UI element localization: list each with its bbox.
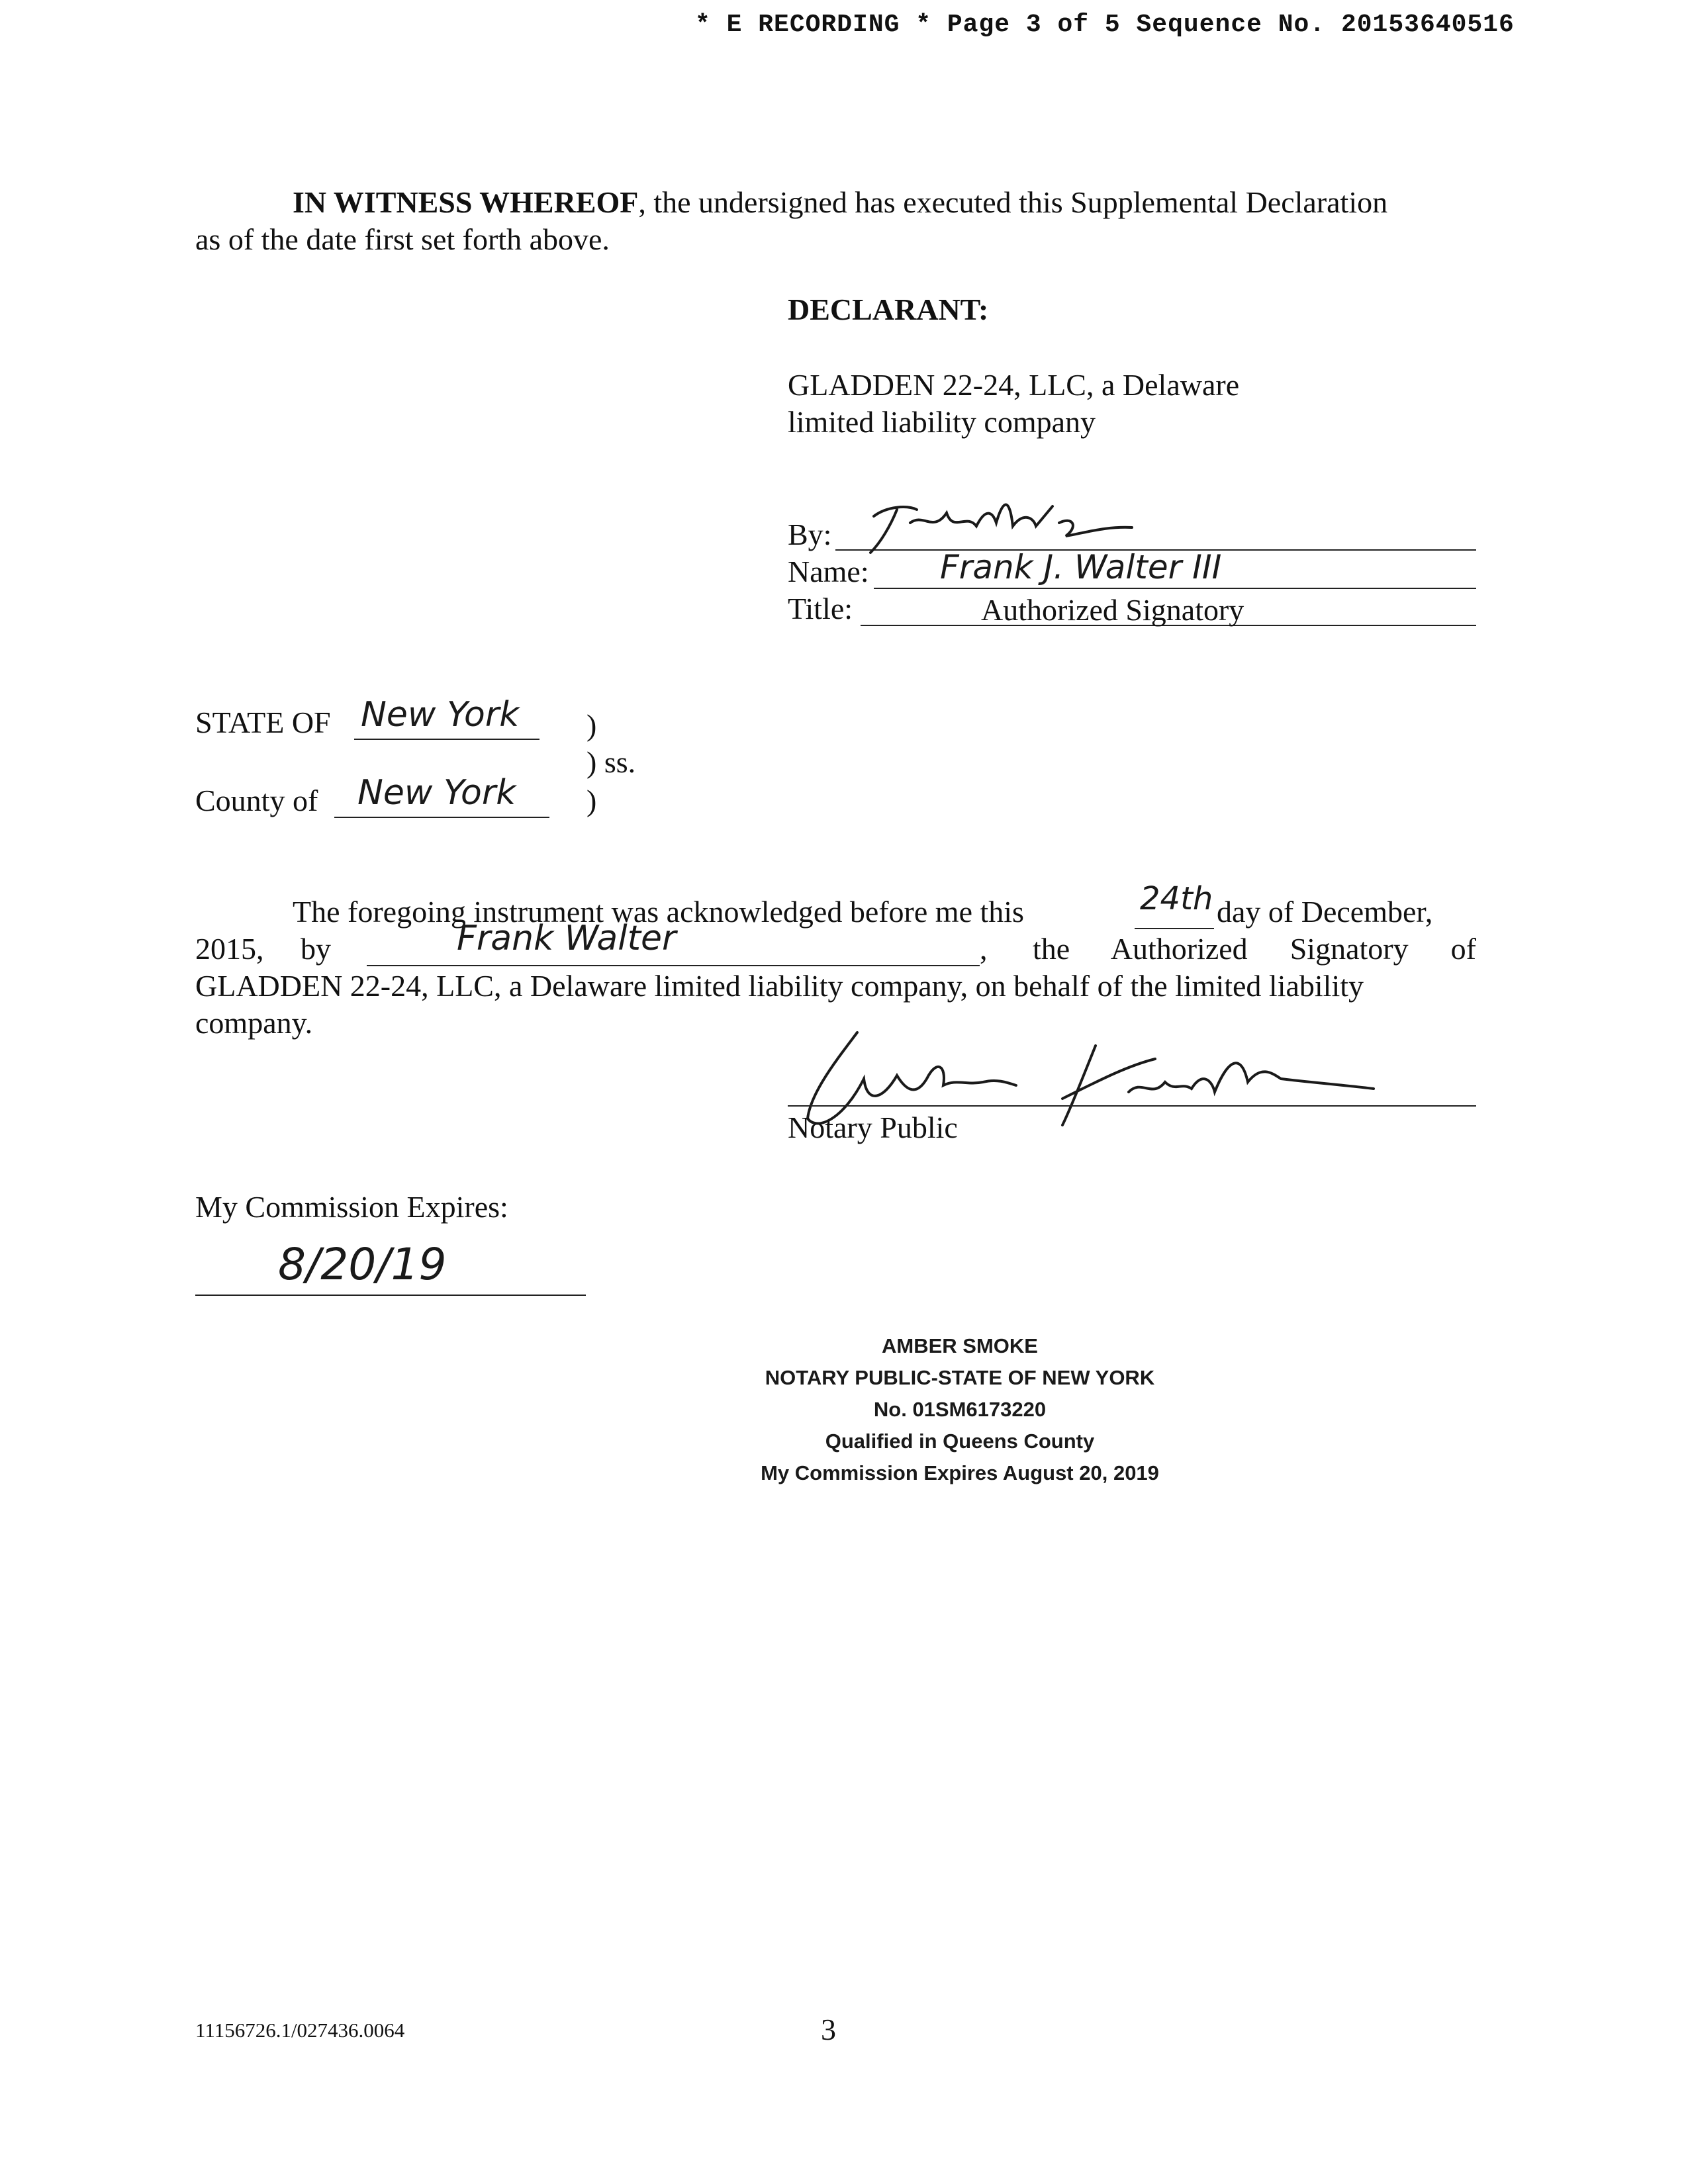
- commission-line: [195, 1295, 586, 1296]
- name-handwritten: Frank J. Walter III: [940, 548, 1222, 586]
- county-line: [334, 817, 549, 818]
- witness-line-1-rest: , the undersigned has executed this Supplemental Declaration: [638, 185, 1388, 219]
- state-line: [354, 739, 539, 740]
- ack-line-2-comma: ,: [980, 932, 988, 966]
- witness-paragraph: [195, 184, 1486, 258]
- ack-line-3: GLADDEN 22-24, LLC, a Delaware limited liability company, on behalf of the limited liability: [195, 969, 1364, 1003]
- ack-line-2b: the Authorized Signatory of: [1033, 932, 1476, 966]
- by-label: By:: [788, 518, 832, 551]
- stamp-line-number: No. 01SM6173220: [873, 1398, 1047, 1421]
- ack-line-1a: The foregoing instrument was acknowledged before me this: [293, 895, 1024, 929]
- ack-line-2-by: by: [301, 932, 331, 966]
- county-handwritten: New York: [357, 773, 516, 813]
- stamp-line-name: AMBER SMOKE: [882, 1334, 1038, 1357]
- witness-line-1: [195, 184, 1486, 221]
- commission-handwritten: 8/20/19: [278, 1239, 447, 1290]
- state-label: STATE OF: [195, 705, 331, 739]
- stamp-line-county: Qualified in Queens County: [825, 1430, 1095, 1453]
- company-line-2: limited liability company: [788, 405, 1096, 439]
- stamp-line-title: NOTARY PUBLIC-STATE OF NEW YORK: [765, 1366, 1155, 1389]
- recording-header: * E RECORDING * Page 3 of 5 Sequence No. 20153640516: [695, 11, 1515, 39]
- ack-line-2a: 2015,: [195, 932, 264, 966]
- ack-line-1b: day of December,: [1217, 895, 1433, 929]
- name-label: Name:: [788, 555, 869, 588]
- stamp-line-expiry: My Commission Expires August 20, 2019: [761, 1461, 1159, 1484]
- witness-line-2: as of the date first set forth above.: [195, 222, 610, 256]
- ack-signer-handwritten: Frank Walter: [457, 919, 677, 958]
- paren-close: ): [586, 784, 597, 817]
- ss-label: ) ss.: [586, 745, 636, 779]
- notary-public-label: Notary Public: [788, 1111, 958, 1144]
- ack-day-line: [1135, 928, 1214, 929]
- notary-stamp: [728, 1330, 1192, 1489]
- commission-label: My Commission Expires:: [195, 1190, 508, 1224]
- notary-signature-line: [788, 1105, 1476, 1107]
- declarant-company: [788, 367, 1239, 441]
- name-line: [874, 588, 1476, 589]
- title-value: Authorized Signatory: [981, 593, 1244, 627]
- title-label: Title:: [788, 592, 853, 625]
- paren-open: ): [586, 708, 597, 742]
- footer-doc-id: 11156726.1/027436.0064: [195, 2019, 405, 2042]
- witness-bold-lead: IN WITNESS WHEREOF: [293, 185, 639, 219]
- state-handwritten: New York: [361, 695, 520, 735]
- ack-signer-line: [367, 965, 980, 966]
- declarant-heading: DECLARANT:: [788, 293, 989, 326]
- ack-day-handwritten: 24th: [1140, 880, 1213, 917]
- footer-page-number: 3: [821, 2013, 836, 2046]
- county-label: County of: [195, 784, 318, 817]
- company-line-1: GLADDEN 22-24, LLC, a Delaware: [788, 368, 1240, 402]
- ack-line-4: company.: [195, 1006, 313, 1040]
